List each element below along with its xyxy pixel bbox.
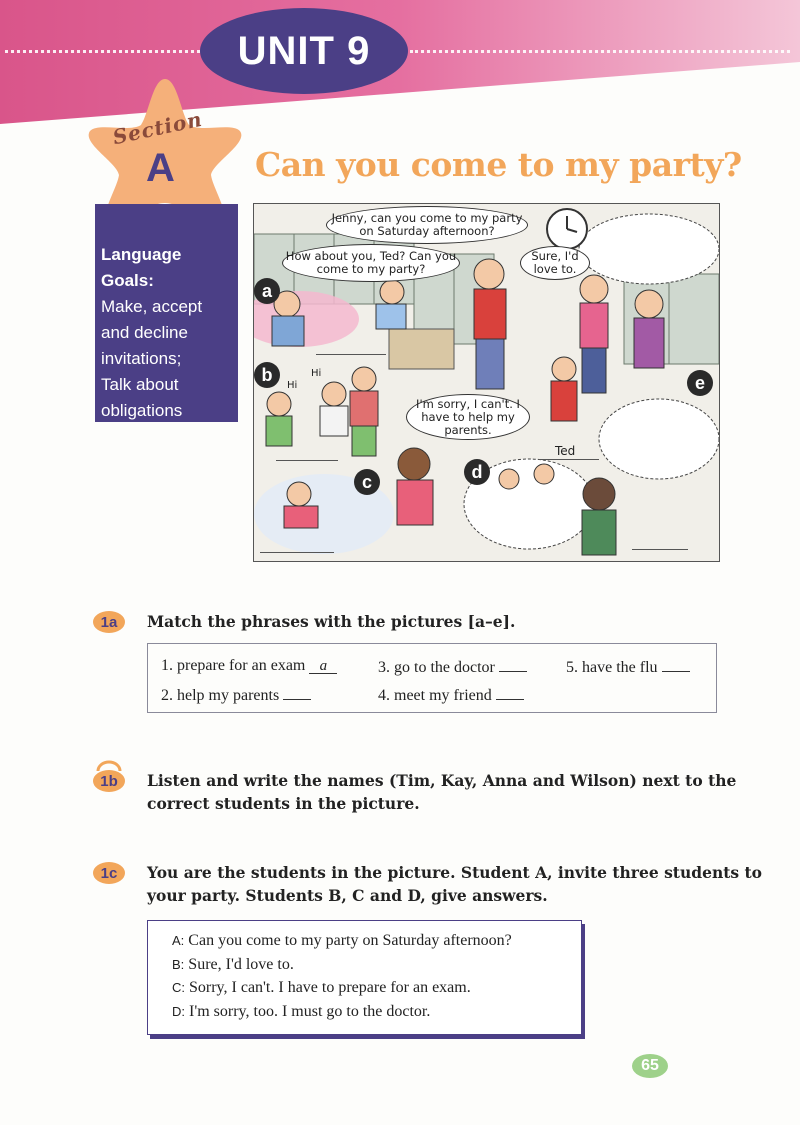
header-dots-right [410,50,790,53]
speech-bubble-sure: Sure, I'd love to. [520,246,590,280]
dialog-line: B: Sure, I'd love to. [172,955,294,973]
goal-line: invitations; [101,349,182,368]
dialog-line: A: Can you come to my party on Saturday afternoon? [172,932,512,949]
answer-blank[interactable] [496,685,524,700]
answer-blank[interactable] [499,657,527,672]
answer-blank[interactable] [283,685,311,700]
answer-blank[interactable] [662,657,690,672]
exercise-badge-1c: 1c [93,862,125,884]
match-phrases-box [147,643,717,713]
unit-title: UNIT 9 [237,28,371,73]
answer-blank[interactable]: a [309,659,337,674]
speech-bubble-sorry: I'm sorry, I can't. I have to help my parents. [406,394,530,440]
picture-label-b: b [254,362,280,388]
match-item-1: 1. prepare for an exam a [161,657,337,675]
exercise-1c-instruction: You are the students in the picture. Student A, invite three students to your party. Students B, C and D, give answers. [147,863,762,905]
page-number: 65 [632,1054,668,1078]
exercise-badge-1b: 1b [93,770,125,792]
section-letter: A [146,146,175,190]
goal-line: and decline [101,323,188,342]
picture-label-e: e [687,370,713,396]
sample-dialog-box [147,920,582,1035]
goal-line: Talk about [101,375,179,394]
dialog-line: D: I'm sorry, too. I must go to the doctor. [172,1002,431,1020]
name-blank-line[interactable] [539,459,599,460]
match-item-5: 5. have the flu [566,657,690,677]
name-blank-line[interactable] [632,549,688,550]
language-goals-title: Language Goals: [101,245,182,290]
section-word: Section [110,106,205,150]
hi-label: Hi [287,380,298,391]
headphones-icon [96,760,122,772]
dialog-line: C: Sorry, I can't. I have to prepare for an exam. [172,979,471,996]
goal-line: obligations [101,401,183,420]
picture-label-d: d [464,459,490,485]
party-illustration [253,203,720,562]
lesson-title: Can you come to my party? [255,145,742,184]
speech-bubble-ted: How about you, Ted? Can you come to my party? [282,244,460,282]
picture-label-c: c [354,469,380,495]
match-item-4: 4. meet my friend [378,685,524,705]
name-blank-line[interactable] [260,552,334,553]
speech-bubble-jenny: Jenny, can you come to my party on Saturday afternoon? [326,206,528,244]
ted-name-label: Ted [555,444,576,458]
name-blank-line[interactable] [316,354,386,355]
name-blank-line[interactable] [276,460,338,461]
header-dots-left [5,50,200,53]
picture-label-a: a [254,278,280,304]
exercise-1b-instruction: Listen and write the names (Tim, Kay, Anna and Wilson) next to the correct students in the picture. [147,771,737,813]
match-item-2: 2. help my parents [161,685,311,705]
goal-line: Make, accept [101,297,203,316]
exercise-1a-instruction: Match the phrases with the pictures [a–e]. [147,612,516,631]
match-item-3: 3. go to the doctor [378,657,527,677]
exercise-badge-1a: 1a [93,611,125,633]
language-goals-box [95,204,238,422]
hi-label: Hi [311,368,322,379]
